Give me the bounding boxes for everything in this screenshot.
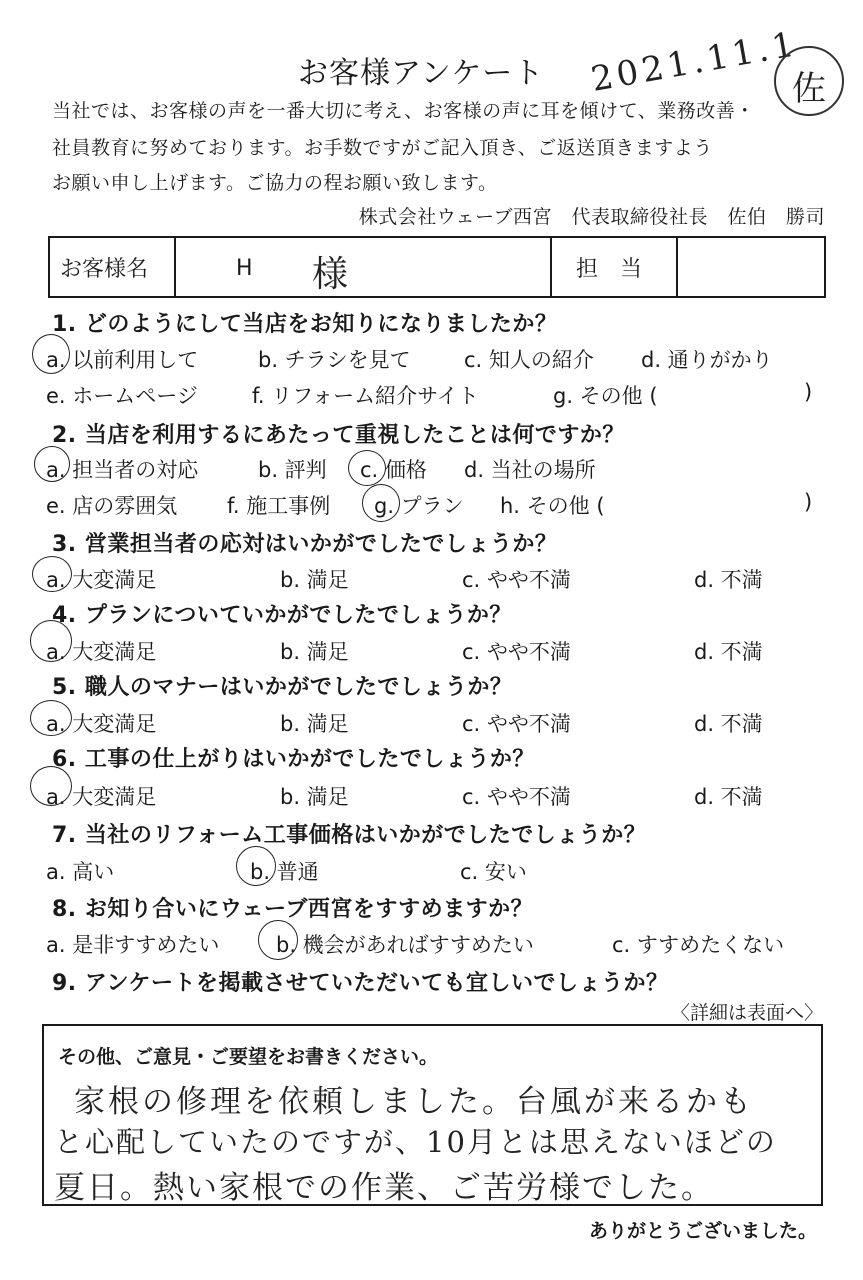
q2-option-g[interactable]: g. プラン	[374, 494, 464, 518]
q2-close-paren: )	[804, 490, 813, 514]
intro-line-1: 当社では、お客様の声を一番大切に考え、お客様の声に耳を傾けて、業務改善・	[52, 100, 755, 122]
staff-label-cell	[550, 238, 678, 296]
question-9: 9. アンケートを掲載させていただいても宜しいでしょうか？	[52, 971, 669, 996]
q3-option-c[interactable]: c. やや不満	[462, 568, 571, 592]
q2-option-c[interactable]: c. 価格	[360, 458, 427, 482]
q6-option-d[interactable]: d. 不満	[694, 785, 763, 809]
q2-option-e[interactable]: e. 店の雰囲気	[46, 494, 178, 518]
q3-option-a[interactable]: a. 大変満足	[46, 568, 157, 592]
comment-line-3: 夏日。熱い家根での作業、ご苦労様でした。	[54, 1170, 714, 1206]
comments-label: その他、ご意見・ご要望をお書きください。	[58, 1046, 439, 1068]
q7-option-c[interactable]: c. 安い	[460, 860, 527, 884]
q8-option-b[interactable]: b. 機会があればすすめたい	[276, 933, 534, 957]
name-label-cell	[50, 238, 176, 296]
q6-selected-circle	[30, 766, 72, 806]
q5-option-a[interactable]: a. 大変満足	[46, 712, 157, 736]
q3-selected-circle	[32, 556, 72, 592]
q8-option-a[interactable]: a. 是非すすめたい	[46, 933, 220, 957]
question-4: 4. プランについていかがでしたでしょうか？	[52, 603, 512, 628]
q2-option-d[interactable]: d. 当社の場所	[464, 458, 596, 482]
q7-option-b[interactable]: b. 普通	[250, 860, 319, 884]
company-signature: 株式会社ウェーブ西宮 代表取締役社長 佐伯 勝司	[358, 206, 825, 228]
survey-title: お客様アンケート	[298, 56, 545, 91]
q7-option-a[interactable]: a. 高い	[46, 860, 115, 884]
q2-option-a[interactable]: a. 担当者の対応	[46, 458, 199, 482]
q1-option-f[interactable]: f. リフォーム紹介サイト	[252, 384, 479, 408]
q6-option-c[interactable]: c. やや不満	[462, 785, 571, 809]
q4-option-a[interactable]: a. 大変満足	[46, 640, 157, 664]
q9-detail-note: 〈詳細は表面へ〉	[670, 1002, 823, 1024]
question-5: 5. 職人のマナーはいかがでしたでしょうか？	[52, 675, 513, 700]
thanks-text: ありがとうございました。	[588, 1220, 817, 1242]
q2-selected-circle-a	[34, 446, 70, 482]
q1-option-d[interactable]: d. 通りがかり	[641, 348, 773, 372]
staff-value-cell[interactable]	[676, 238, 824, 296]
q4-option-c[interactable]: c. やや不満	[462, 640, 571, 664]
customer-name-value: H	[236, 256, 253, 281]
q2-option-h[interactable]: h. その他 (	[500, 494, 605, 518]
q1-close-paren: )	[804, 380, 813, 404]
q1-option-b[interactable]: b. チラシを見て	[258, 348, 411, 372]
q2-option-b[interactable]: b. 評判	[258, 458, 327, 482]
handwritten-date: 2021.11.1	[588, 24, 801, 100]
question-2: 2. 当店を利用するにあたって重視したことは何ですか？	[52, 423, 625, 448]
q7-selected-circle	[236, 846, 276, 886]
name-value-cell[interactable]	[174, 238, 552, 296]
question-1: 1. どのようにして当店をお知りになりましたか？	[52, 312, 558, 337]
q8-selected-circle	[258, 920, 298, 960]
seal-stamp-text: 佐	[792, 69, 826, 109]
intro-line-3: お願い申し上げます。ご協力の程お願い致します。	[52, 172, 498, 194]
q1-selected-circle	[32, 334, 70, 374]
q6-option-a[interactable]: a. 大変満足	[46, 785, 157, 809]
comment-line-1: 家根の修理を依頼しました。台風が来るかも	[74, 1084, 754, 1120]
q5-option-c[interactable]: c. やや不満	[462, 712, 571, 736]
question-7: 7. 当社のリフォーム工事価格はいかがでしたでしょうか？	[52, 823, 647, 848]
q1-option-g[interactable]: g. その他 (	[553, 384, 658, 408]
q2-option-f[interactable]: f. 施工事例	[227, 494, 331, 518]
intro-line-2: 社員教育に努めております。お手数ですがご記入頂き、ご返送頂きますよう	[52, 137, 713, 159]
comments-box[interactable]	[42, 1024, 823, 1206]
q5-option-b[interactable]: b. 満足	[280, 712, 349, 736]
customer-name-table	[48, 236, 826, 298]
comment-line-2: と心配していたのですが、10月とは思えないほどの	[54, 1125, 777, 1159]
q2-selected-circle-g	[362, 484, 400, 522]
q2-selected-circle-c	[348, 450, 386, 486]
q4-selected-circle	[30, 620, 72, 662]
customer-honorific: 様	[312, 254, 352, 295]
q1-option-a[interactable]: a. 以前利用して	[46, 348, 199, 372]
staff-label: 担 当	[576, 257, 643, 282]
seal-stamp	[774, 46, 844, 116]
question-8: 8. お知り合いにウェーブ西宮をすすめますか？	[52, 897, 534, 922]
q1-option-c[interactable]: c. 知人の紹介	[464, 348, 594, 372]
q8-option-c[interactable]: c. すすめたくない	[612, 933, 785, 957]
q4-option-d[interactable]: d. 不満	[694, 640, 763, 664]
q4-option-b[interactable]: b. 満足	[280, 640, 349, 664]
q1-option-e[interactable]: e. ホームページ	[46, 384, 198, 408]
question-3: 3. 営業担当者の応対はいかがでしたでしょうか？	[52, 532, 558, 557]
q5-option-d[interactable]: d. 不満	[694, 712, 763, 736]
q3-option-b[interactable]: b. 満足	[280, 568, 349, 592]
q5-selected-circle	[30, 700, 72, 736]
question-6: 6. 工事の仕上がりはいかがでしたでしょうか？	[52, 747, 535, 772]
q3-option-d[interactable]: d. 不満	[694, 568, 763, 592]
customer-name-label: お客様名	[60, 257, 149, 282]
q6-option-b[interactable]: b. 満足	[280, 785, 349, 809]
